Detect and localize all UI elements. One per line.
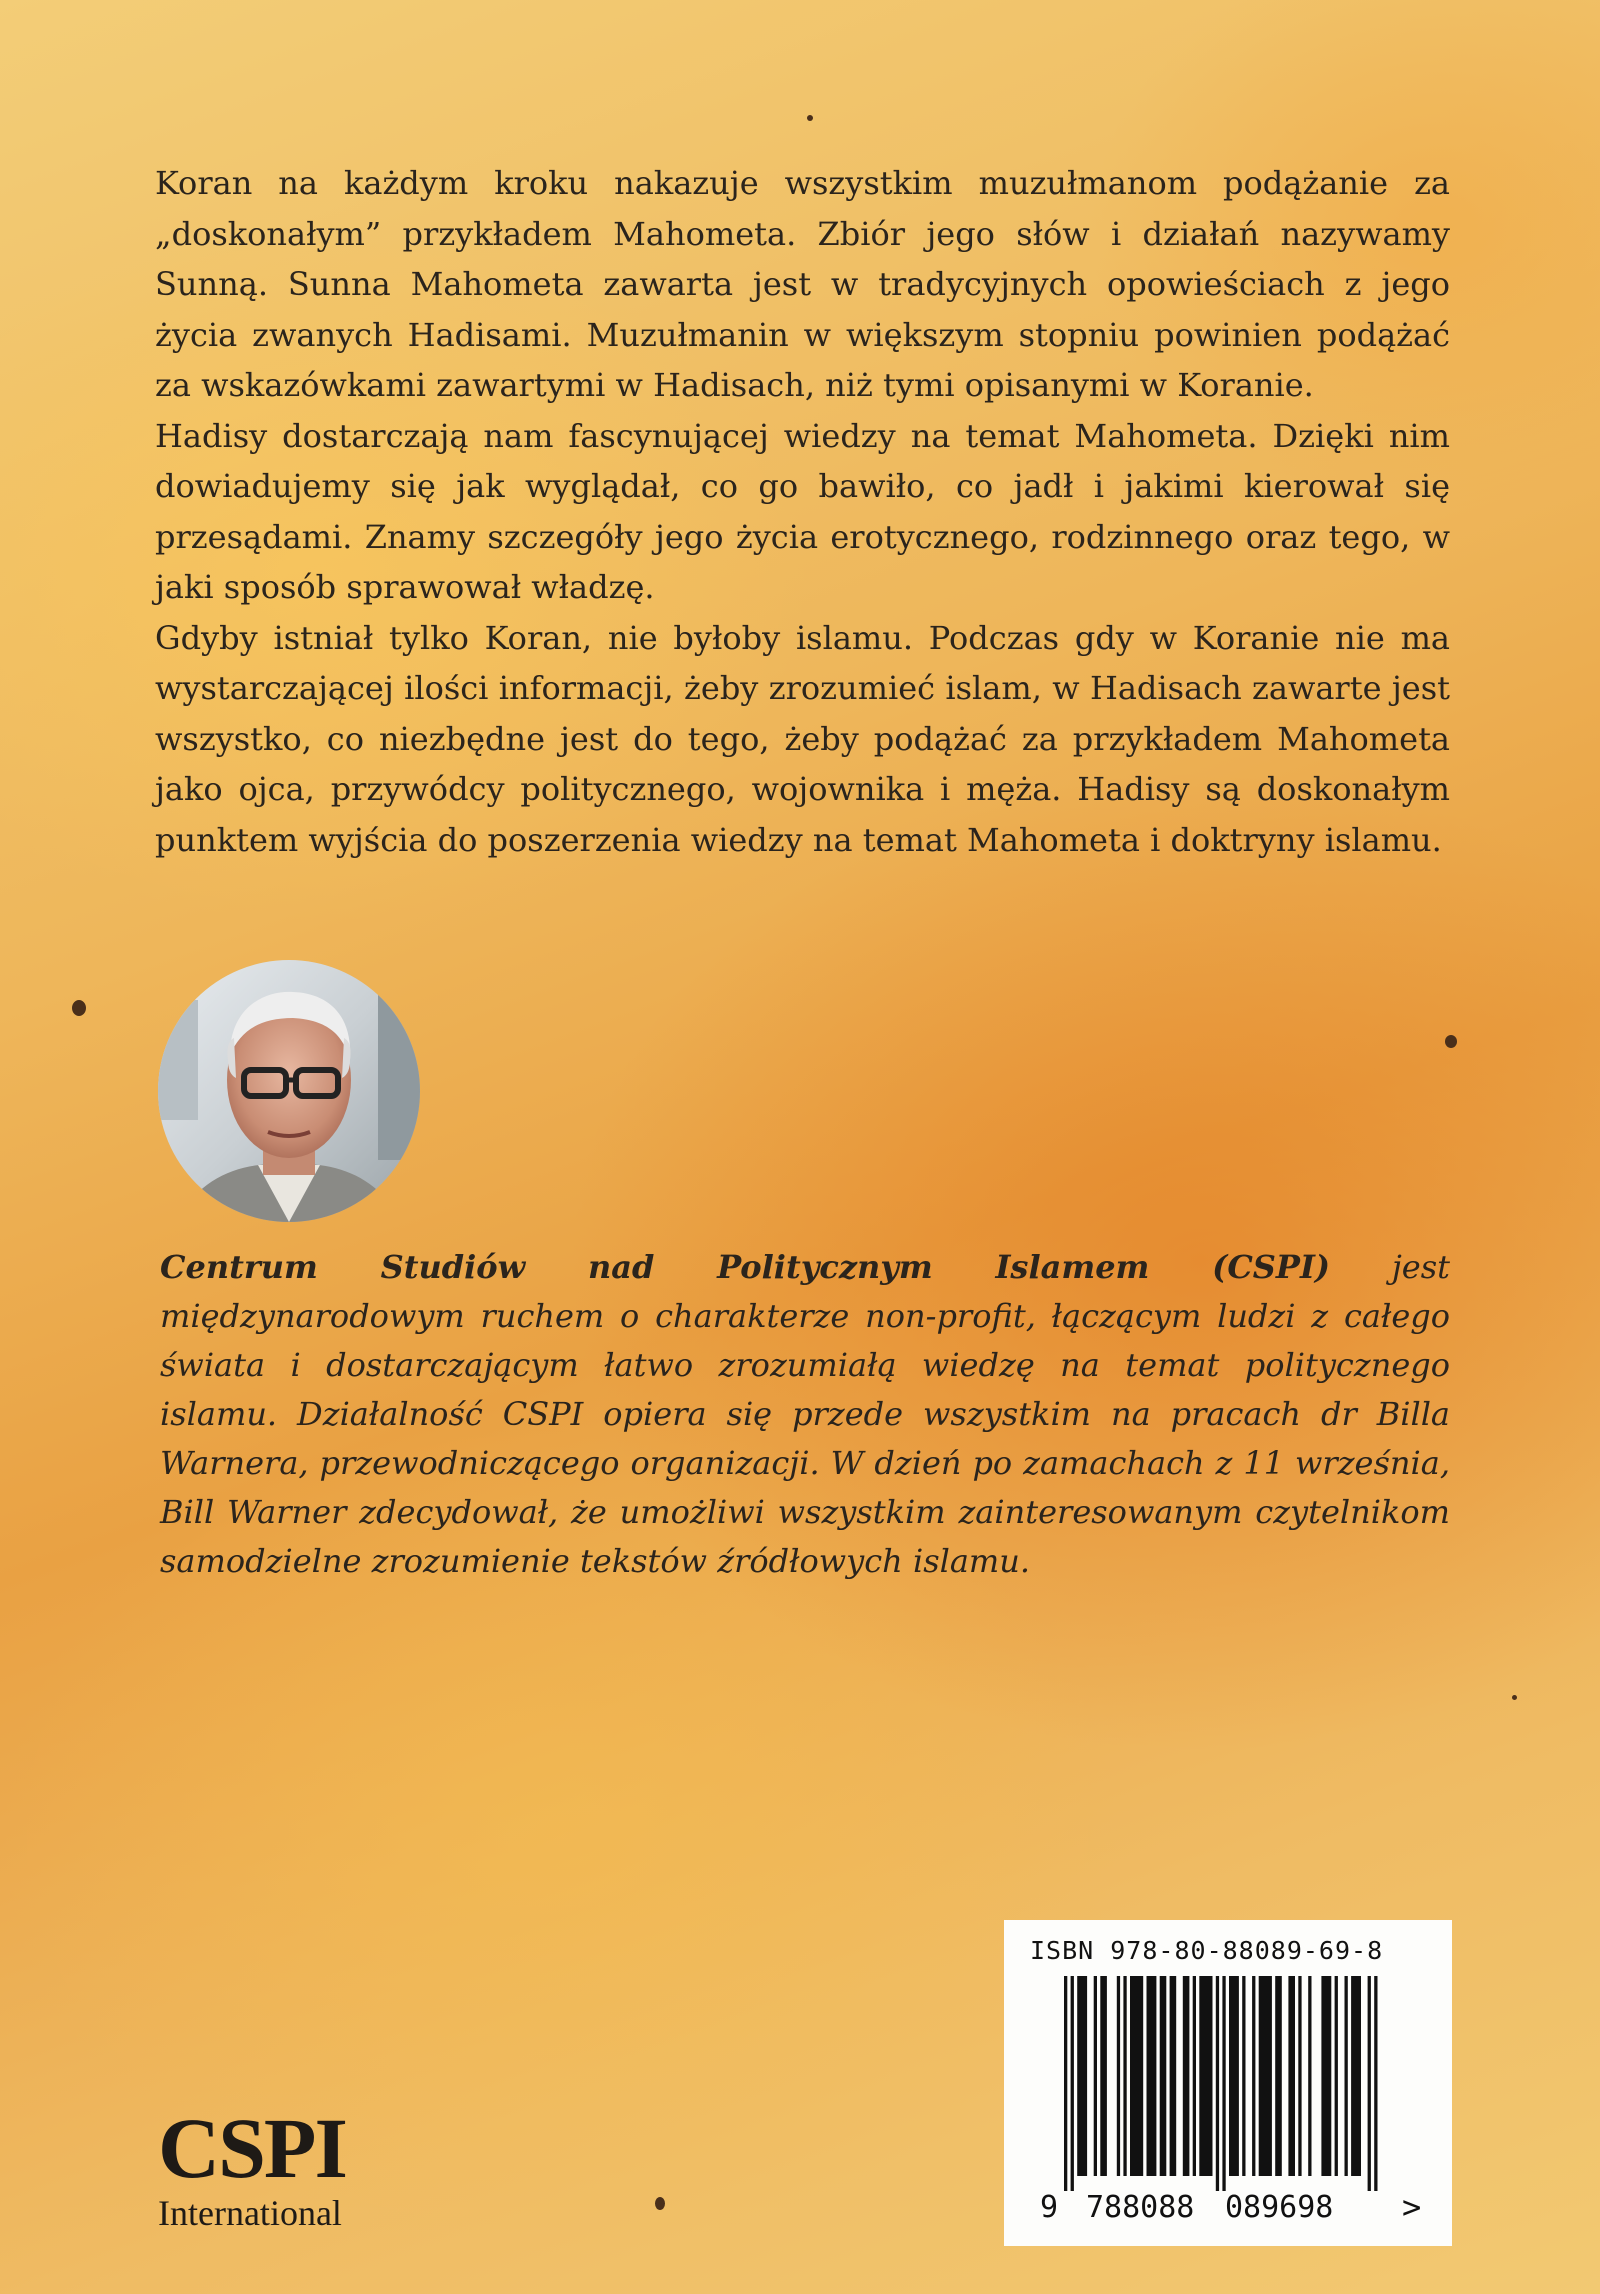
barcode-bar bbox=[1308, 1976, 1311, 2176]
author-portrait bbox=[158, 960, 420, 1222]
barcode-bars bbox=[1064, 1976, 1404, 2191]
publisher-logo-sub: International bbox=[158, 2193, 342, 2233]
intro-paragraph: Koran na każdym kroku nakazuje wszystkim muzułmanom podążanie za „doskonałym” przykładem Mahometa. Zbiór jego słów i działań nazywamy Sunną. Sunna Mahometa zawarta jest w tradycyjnych opowieściach z jego życia zwanych Hadisami. Muzułmanin w większym stopniu powinien podążać za wskazówkami zawartymi w Hadisach, niż tymi opisanymi w Koranie. bbox=[155, 164, 1450, 404]
barcode-bar bbox=[1222, 1976, 1225, 2191]
barcode-bar bbox=[1193, 1976, 1196, 2176]
barcode-bar bbox=[1147, 1976, 1157, 2176]
intro-text bbox=[155, 158, 1450, 865]
publisher-logo-main: CSPI bbox=[158, 2100, 346, 2196]
barcode-bar bbox=[1199, 1976, 1212, 2176]
intro-paragraph: Gdyby istniał tylko Koran, nie byłoby islamu. Podczas gdy w Koranie nie ma wystarczającej ilości informacji, żeby zrozumieć islam, w Hadisach zawarte jest wszystko, co niezbędne jest do tego, żeby podążać za przykładem Mahometa jako ojca, przywódcy politycznego, wojownika i męża. Hadisy są doskonałym punktem wyjścia do poszerzenia wiedzy na temat Mahometa i doktryny islamu. bbox=[155, 618, 1450, 859]
barcode-bar bbox=[1160, 1976, 1167, 2176]
barcode-bar bbox=[1094, 1976, 1097, 2176]
barcode-digit-first: 9 bbox=[1040, 2190, 1059, 2225]
barcode-bar bbox=[1064, 1976, 1067, 2191]
barcode-bar bbox=[1275, 1976, 1282, 2176]
author-photo bbox=[158, 960, 420, 1222]
barcode-bar bbox=[1123, 1976, 1126, 2176]
barcode-bar bbox=[1345, 1976, 1348, 2176]
background-speck bbox=[1512, 1695, 1517, 1700]
organization-description bbox=[160, 1243, 1450, 1586]
barcode-bar bbox=[1321, 1976, 1331, 2176]
organization-text: jest międzynarodowym ruchem o charakterze non-profit, łączącym ludzi z całego świata i dostarczającym łatwo zrozumiałą wiedzę na temat politycznego islamu. Działalność CSPI opiera się przede wszystkim na pracach dr Billa Warnera, przewodniczącego organizacji. W dzień po zamachach z 11 września, Bill Warner zdecydował, że umożliwi wszystkim zainteresowanym czytelnikom samodzielne zrozumienie tekstów źródłowych islamu. bbox=[160, 1248, 1451, 1580]
barcode-bar bbox=[1374, 1976, 1377, 2191]
barcode-bar bbox=[1077, 1976, 1087, 2176]
publisher-logo bbox=[158, 2100, 398, 2233]
barcode-digits-right: 089698 bbox=[1225, 2190, 1334, 2225]
barcode-bar bbox=[1130, 1976, 1143, 2176]
barcode-bar bbox=[1216, 1976, 1219, 2191]
organization-name: Centrum Studiów nad Politycznym Islamem (CSPI) bbox=[160, 1248, 1331, 1286]
barcode-bar bbox=[1242, 1976, 1245, 2176]
barcode-bar bbox=[1100, 1976, 1107, 2176]
barcode-bar bbox=[1259, 1976, 1272, 2176]
barcode-bar bbox=[1117, 1976, 1120, 2176]
barcode-bar bbox=[1229, 1976, 1239, 2176]
barcode-bar bbox=[1351, 1976, 1361, 2176]
barcode-bar bbox=[1252, 1976, 1255, 2176]
barcode-bar bbox=[1335, 1976, 1338, 2176]
barcode-bar bbox=[1071, 1976, 1074, 2191]
background-speck bbox=[655, 2197, 665, 2210]
barcode-bar bbox=[1183, 1976, 1190, 2176]
barcode-digits-left: 788088 bbox=[1086, 2190, 1195, 2225]
isbn-barcode bbox=[1004, 1920, 1452, 2246]
background-speck bbox=[1445, 1035, 1457, 1048]
barcode-bar bbox=[1170, 1976, 1177, 2176]
intro-paragraph: Hadisy dostarczają nam fascynującej wiedzy na temat Mahometa. Dzięki nim dowiadujemy się jak wyglądał, co go bawiło, co jadł i jakimi kierował się przesądami. Znamy szczegóły jego życia erotycznego, rodzinnego oraz tego, w jaki sposób sprawował władzę. bbox=[155, 416, 1450, 606]
barcode-bar bbox=[1368, 1976, 1371, 2191]
barcode-bar bbox=[1298, 1976, 1301, 2176]
barcode-quiet-mark: > bbox=[1402, 2188, 1422, 2226]
background-speck bbox=[807, 115, 813, 121]
background-speck bbox=[72, 1000, 86, 1016]
barcode-bar bbox=[1288, 1976, 1295, 2176]
isbn-label: ISBN 978-80-88089-69-8 bbox=[1030, 1936, 1384, 1965]
